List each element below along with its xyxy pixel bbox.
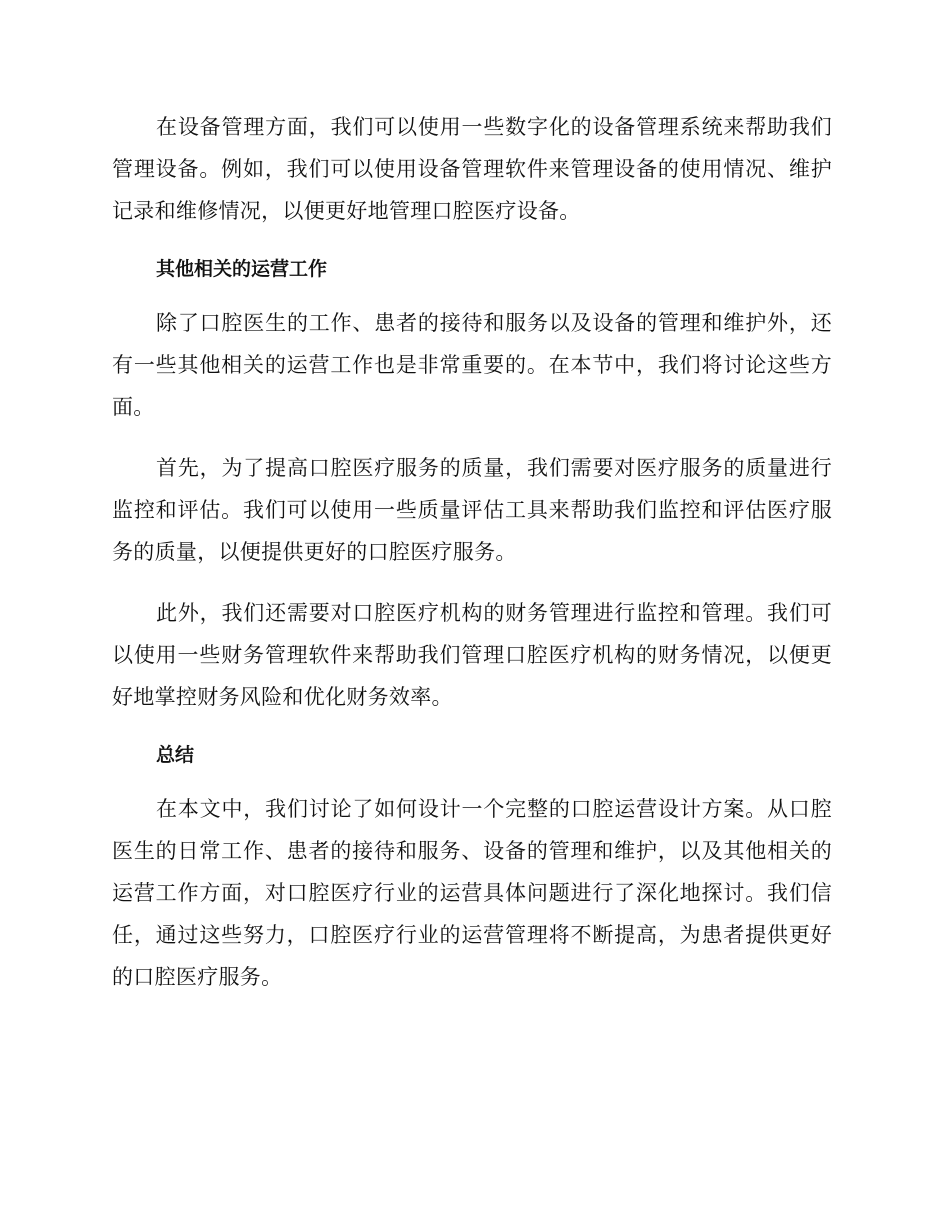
paragraph-equipment-management: 在设备管理方面，我们可以使用一些数字化的设备管理系统来帮助我们管理设备。例如，我们可以使用设备管理软件来管理设备的使用情况、维护记录和维修情况，以便更好地管理口腔医疗设备。 <box>112 115 832 223</box>
paragraph-quality-monitoring: 首先，为了提高口腔医疗服务的质量，我们需要对医疗服务的质量进行监控和评估。我们可以使用一些质量评估工具来帮助我们监控和评估医疗服务的质量，以便提供更好的口腔医疗服务。 <box>112 456 832 564</box>
section-heading-other-operations: 其他相关的运营工作 <box>156 258 328 280</box>
paragraph-summary: 在本文中，我们讨论了如何设计一个完整的口腔运营设计方案。从口腔医生的日常工作、患者的接待和服务、设备的管理和维护，以及其他相关的运营工作方面，对口腔医疗行业的运营具体问题进行了深化地探讨。我们信任，通过这些努力，口腔医疗行业的运营管理将不断提高，为患者提供更好的口腔医疗服务。 <box>112 797 832 989</box>
section-heading-summary: 总结 <box>156 744 195 766</box>
paragraph-financial-management: 此外，我们还需要对口腔医疗机构的财务管理进行监控和管理。我们可以使用一些财务管理软件来帮助我们管理口腔医疗机构的财务情况，以便更好地掌控财务风险和优化财务效率。 <box>112 601 832 709</box>
paragraph-other-operations-intro: 除了口腔医生的工作、患者的接待和服务以及设备的管理和维护外，还有一些其他相关的运营工作也是非常重要的。在本节中，我们将讨论这些方面。 <box>112 311 832 419</box>
document-page <box>112 106 832 1017</box>
